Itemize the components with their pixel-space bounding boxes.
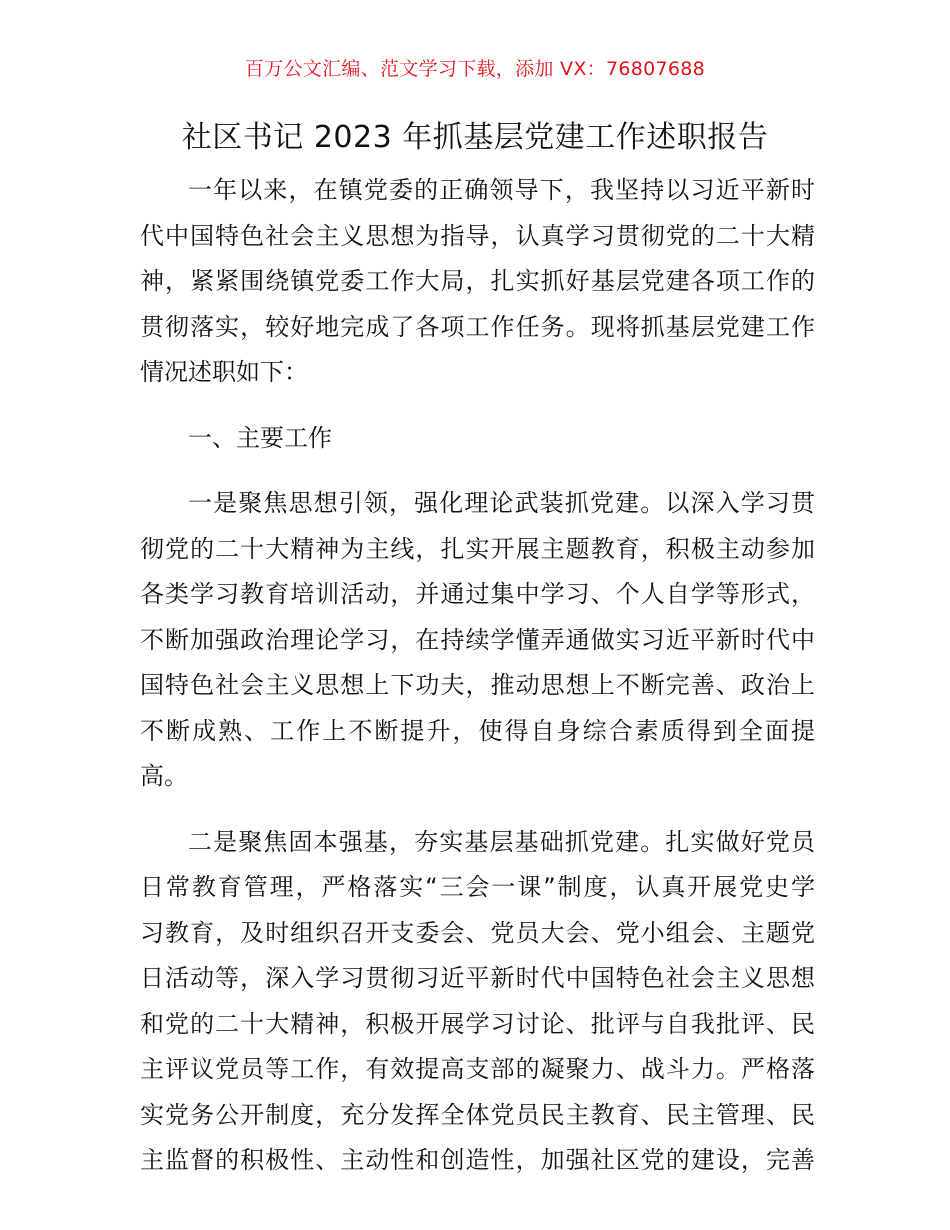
text-line: 二是聚焦固本强基，夯实基层基础抓党建。扎实做好党员 — [188, 827, 815, 856]
text-line: 习教育，及时组织召开支委会、党员大会、党小组会、主题党 — [140, 918, 815, 947]
text-line: 高。 — [140, 762, 188, 790]
text-line: 贯彻落实，较好地完成了各项工作任务。现将抓基层党建工作 — [140, 312, 815, 341]
document-body — [140, 168, 815, 1184]
heading-text: 一、主要工作 — [188, 423, 332, 452]
section-heading — [140, 416, 815, 462]
text-line: 神，紧紧围绕镇党委工作大局，扎实抓好基层党建各项工作的 — [140, 267, 815, 295]
text-line: 代中国特色社会主义思想为指导，认真学习贯彻党的二十大精 — [140, 221, 815, 250]
text-line: 不断成熟、工作上不断提升，使得自身综合素质得到全面提 — [140, 716, 815, 745]
paragraph-2 — [140, 820, 815, 1184]
paragraph-gap — [140, 396, 815, 416]
text-line: 实党务公开制度，充分发挥全体党员民主教育、民主管理、民 — [140, 1100, 815, 1129]
paragraph-gap — [140, 800, 815, 820]
paragraph-intro — [140, 168, 815, 396]
text-line: 一是聚焦思想引领，强化理论武装抓党建。以深入学习贯 — [188, 489, 815, 517]
paragraph-1 — [140, 481, 815, 800]
text-line: 和党的二十大精神，积极开展学习讨论、批评与自我批评、民 — [140, 1009, 815, 1038]
text-line: 国特色社会主义思想上下功夫，推动思想上不断完善、政治上 — [140, 671, 815, 699]
document-title: 社区书记 2023 年抓基层党建工作述职报告 — [181, 120, 769, 155]
text-line: 彻党的二十大精神为主线，扎实开展主题教育，积极主动参加 — [140, 534, 815, 563]
text-line: 主评议党员等工作，有效提高支部的凝聚力、战斗力。严格落 — [140, 1055, 815, 1083]
watermark-header: 百万公文汇编、范文学习下载，添加 VX：76807688 — [244, 58, 706, 80]
text-line: 一年以来，在镇党委的正确领导下，我坚持以习近平新时 — [188, 176, 815, 204]
text-line: 日活动等，深入学习贯彻习近平新时代中国特色社会主义思想 — [140, 964, 815, 992]
text-line: 主监督的积极性、主动性和创造性，加强社区党的建设，完善 — [140, 1146, 815, 1174]
text-line: 不断加强政治理论学习，在持续学懂弄通做实习近平新时代中 — [140, 625, 815, 654]
text-line: 各类学习教育培训活动，并通过集中学习、个人自学等形式， — [140, 580, 815, 608]
paragraph-gap — [140, 461, 815, 481]
text-line: 日常教育管理，严格落实“三会一课”制度，认真开展党史学 — [140, 873, 815, 901]
text-line: 情况述职如下： — [140, 358, 308, 386]
